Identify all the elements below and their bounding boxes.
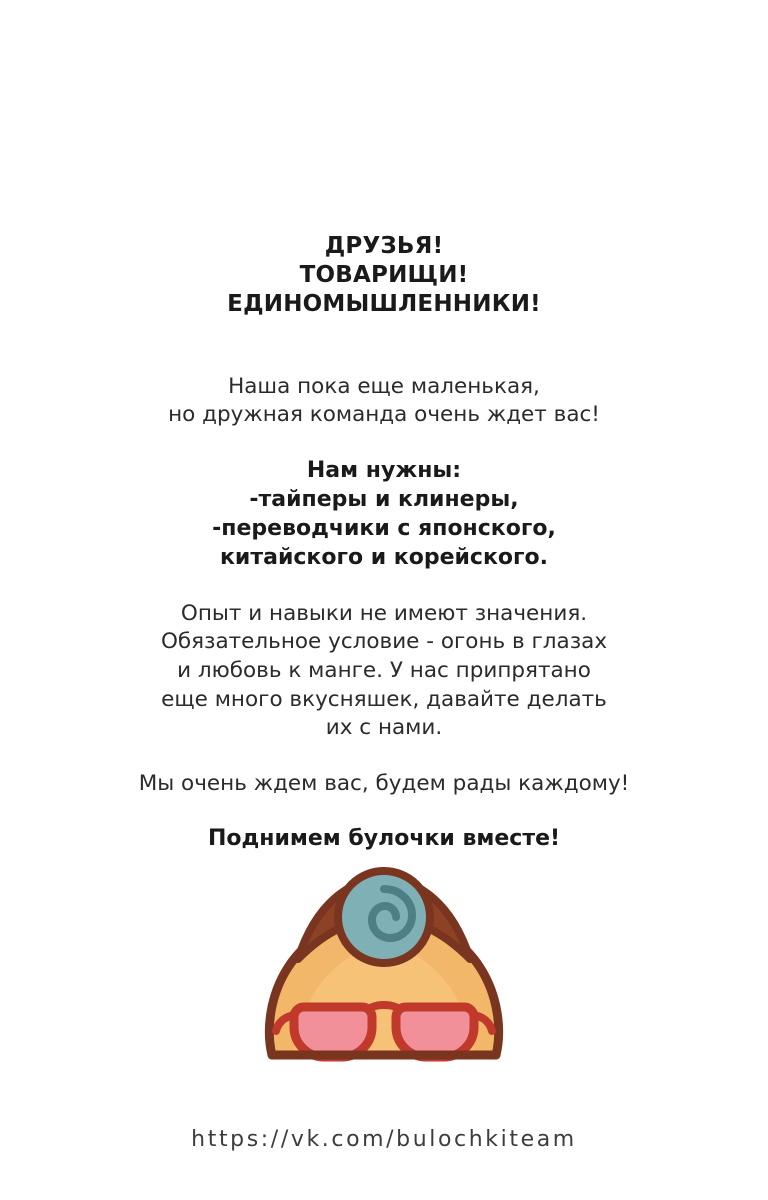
waiting-block [139,770,630,799]
cta-text: Поднимем булочки вместе! [207,826,561,852]
headline-line-3: ЕДИНОМЫШЛЕННИКИ! [227,290,541,317]
conditions-line-4: еще много вкусняшек, давайте делать [161,686,607,712]
intro-block [168,373,600,430]
waiting-line-1: Мы очень ждем вас, будем рады каждому! [138,770,630,796]
intro-line-1: Наша пока еще маленькая, [228,373,540,399]
intro-line-2: но дружная команда очень ждет вас! [168,402,600,428]
needs-line-2: -переводчики с японского, [212,515,556,541]
needs-title: Нам нужны: [306,457,462,483]
bun-character-icon [254,855,514,1070]
conditions-block [161,600,607,743]
headline-line-2: ТОВАРИЩИ! [299,261,469,288]
call-to-action [208,826,560,851]
headline-block [227,232,541,319]
conditions-line-5: их с нами. [325,715,443,741]
conditions-line-1: Опыт и навыки не имеют значения. [180,600,588,626]
needs-line-3: китайского и корейского. [220,544,548,570]
headline-line-1: ДРУЗЬЯ! [324,233,444,259]
needs-block [212,456,556,572]
needs-line-1: -тайперы и клинеры, [249,486,519,512]
conditions-line-2: Обязательное условие - огонь в глазах [160,629,608,655]
mascot-area [0,855,768,1070]
footer-url[interactable]: https://vk.com/bulochkiteam [191,1127,577,1152]
conditions-line-3: и любовь к манге. У нас припрятано [177,657,591,683]
